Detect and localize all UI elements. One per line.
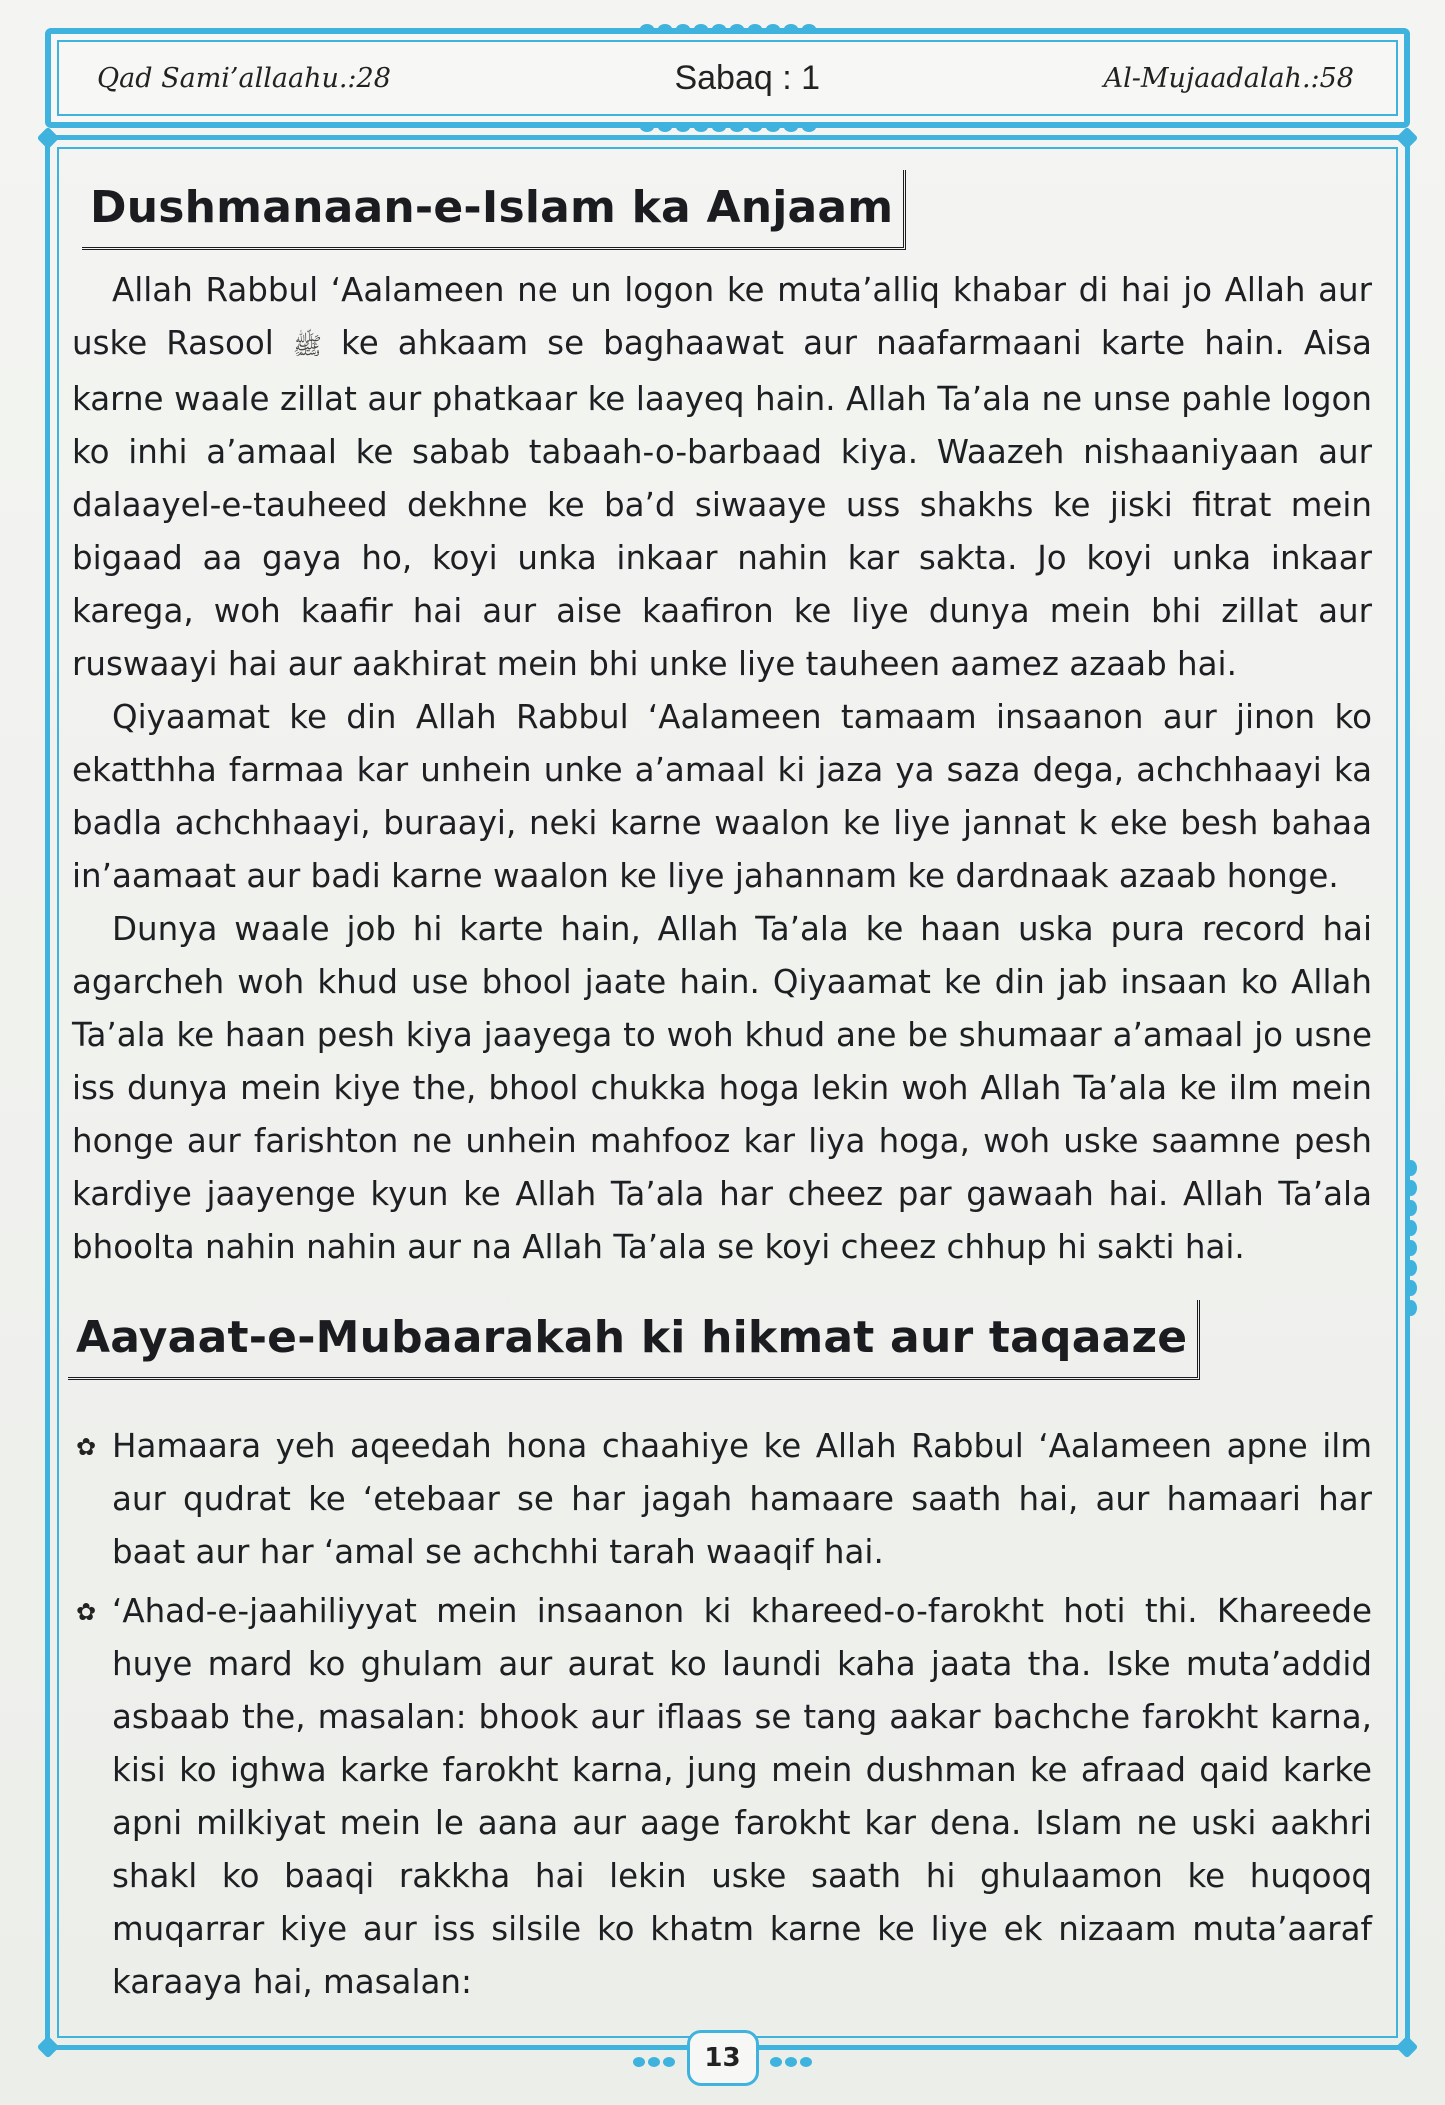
header-left-reference: Qad Sami’allaahu.:28: [97, 62, 391, 94]
list-item: [72, 1420, 1372, 1579]
paragraph-text: Allah Rabbul ‘Aalameen ne un logon ke muta’alliq khabar di hai jo Allah aur uske Rasool: [72, 271, 1372, 362]
paragraph-2: Qiyaamat ke din Allah Rabbul ‘Aalameen tamaam insaanon aur jinon ko ekatthha farmaa kar unhein unke a’amaal ki jaza ya saza dega, achchhaayi ka badla achchhaayi, buraayi, neki karne waalon ke liye jannat k eke besh bahaa in’aamaat aur badi karne waalon ke liye jahannam ke dardnaak azaab honge.: [72, 698, 1372, 895]
paragraph-1: [72, 264, 1372, 691]
flower-bullet-icon: ✿: [76, 1433, 97, 1461]
paragraph-text: ke ahkaam se baghaawat aur naafarmaani karte hain. Aisa karne waale zillat aur phatkaar ke laayeq hain. Allah Ta’ala ne unse pahle logon ko inhi a’amaal ke sabab tabaah-o-barbaad kiya. Waazeh nishaaniyaan aur dalaayel-e-tauheed dekhne ke ba’d siwaaye uss shakhs ke jiski fitrat mein bigaad aa gaya ho, koyi unka inkaar nahin kar sakta. Jo koyi unka inkaar karega, woh kaafir hai aur aise kaafiron ke liye dunya mein bhi zillat aur ruswaayi hai aur aakhirat mein bhi unke liye tauheen aamez azaab hai.: [72, 324, 1372, 683]
footer: [0, 2030, 1445, 2086]
paragraph-3: Dunya waale job hi karte hain, Allah Ta’ala ke haan uska pura record hai agarcheh woh khud use bhool jaate hain. Qiyaamat ke din jab insaan ko Allah Ta’ala ke haan pesh kiya jaayega to woh khud ane be shumaar a’amaal jo usne iss dunya mein kiye the, bhool chukka hoga lekin woh Allah Ta’ala ke ilm mein honge aur farishton ne unhein mahfooz kar liya hoga, woh uske saamne pesh kardiye jaayenge kyun ke Allah Ta’ala har cheez par gawaah hai. Allah Ta’ala bhoolta nahin nahin aur na Allah Ta’ala se koyi cheez chhup hi sakti hai.: [72, 910, 1372, 1266]
page-number: 13: [687, 2030, 759, 2086]
corner-ornament-icon: [37, 127, 60, 150]
header-lesson-number: Sabaq : 1: [674, 58, 821, 97]
list-item-text: ‘Ahad-e-jaahiliyyat mein insaanon ki khareed-o-farokht hoti thi. Khareede huye mard ko ghulam aur aurat ko laundi kaha jaata tha. Iske muta’addid asbaab the, masalan: bhook aur iflaas se tang aakar bachche farokht karna, kisi ko ighwa karke farokht karna, jung mein dushman ke afraad qaid karke apni milkiyat mein le aana aur aage farokht kar dena. Islam ne uski aakhri shakl ko baaqi rakkha hai lekin uske saath hi ghulaamon ke huqooq muqarrar kiye aur iss silsile ko khatm karne ke liye ek nizaam muta’aaraf karaaya hai, masalan:: [112, 1592, 1372, 2001]
header-right-reference: Al-Mujaadalah.:58: [1103, 62, 1354, 94]
header-top-ornament: [640, 24, 816, 34]
pbuh-honorific-icon: ﷺ: [292, 332, 322, 360]
header-bottom-ornament: [640, 122, 816, 132]
header-frame: [45, 28, 1410, 128]
running-header: [51, 34, 1404, 122]
section-heading-2: [68, 1300, 1200, 1380]
side-ornament: [1405, 1160, 1417, 1316]
corner-ornament-icon: [1396, 127, 1419, 150]
list-item-text: Hamaara yeh aqeedah hona chaahiye ke Allah Rabbul ‘Aalameen apne ilm aur qudrat ke ‘etebaar se har jagah hamaare saath hai, aur hamaari har baat aur har ‘amal se achchhi tarah waaqif hai.: [112, 1427, 1372, 1571]
list-item: [72, 1585, 1372, 2009]
section-title: Aayaat-e-Mubaarakah ki hikmat aur taqaaze: [68, 1300, 1200, 1380]
footer-ornament: [770, 2057, 812, 2067]
section-title: Dushmanaan-e-Islam ka Anjaam: [82, 170, 906, 250]
section-heading-1: [82, 170, 906, 250]
page-content: [72, 170, 1372, 2015]
bullet-list: [72, 1420, 1372, 2009]
footer-ornament: [633, 2057, 675, 2067]
flower-bullet-icon: ✿: [76, 1598, 97, 1626]
